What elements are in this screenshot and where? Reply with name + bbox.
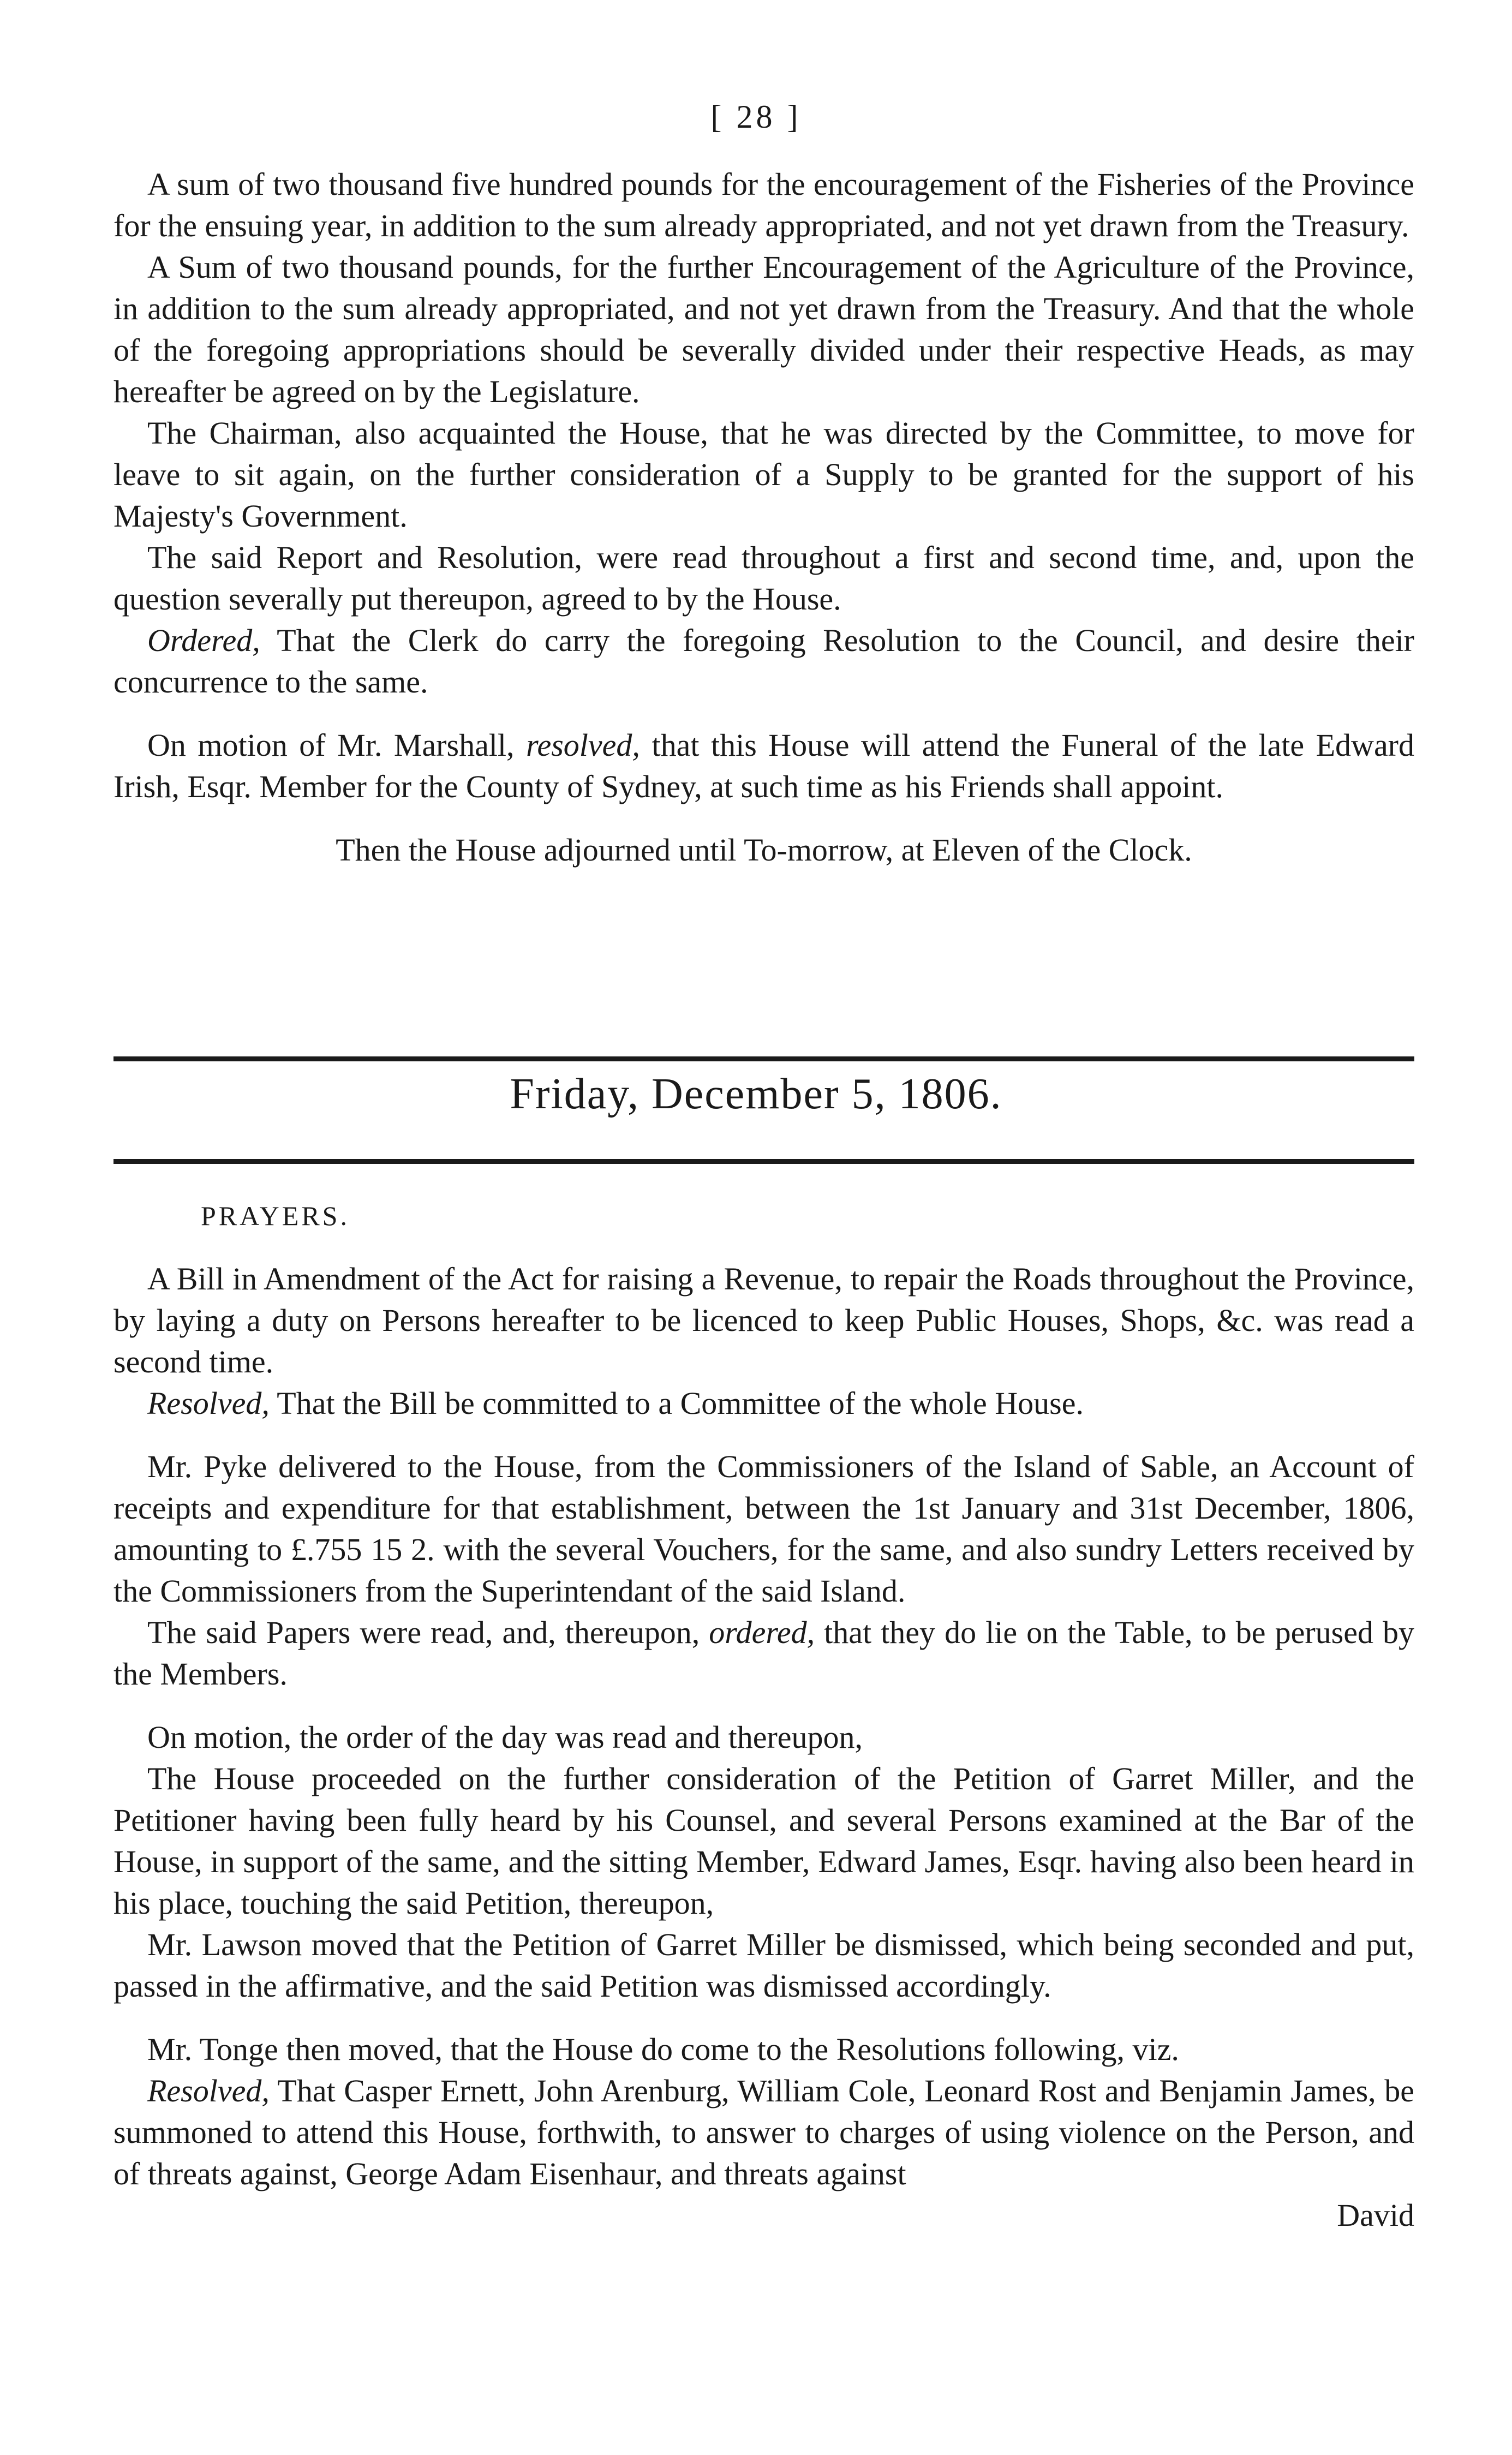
paragraph-agriculture: A Sum of two thousand pounds, for the further Encouragement of the Agriculture of the Province, in addition to the sum already appropriated, and not yet drawn from the Treasury. And that the whole of the foregoing appropriations should be severally divided under their respective Heads, as may hereafter be agreed on by the Legislature.	[113, 249, 1414, 409]
papers-pre: The said Papers were read, and, thereupon,	[147, 1615, 709, 1650]
paragraph-petition-dismissed: Mr. Lawson moved that the Petition of Garret Miller be dismissed, which being seconded and put, passed in the affirmative, and the said Petition was dismissed accordingly.	[113, 1927, 1414, 2004]
prayers-heading: PRAYERS.	[201, 1200, 350, 1231]
paragraph-summons-resolution	[113, 2070, 1414, 2195]
section-before-adjournment	[113, 164, 1414, 871]
bill-resolved-text: That the Bill be committed to a Committee of the whole House.	[269, 1385, 1084, 1421]
ordered-lead: Ordered,	[147, 623, 260, 658]
date-heading: Friday, December 5, 1806.	[510, 1070, 1002, 1118]
bottom-divider-rule	[113, 1159, 1414, 1164]
paragraph-report-read: The said Report and Resolution, were read throughout a first and second time, and, upon the question severally put thereupon, agreed to by the House.	[113, 540, 1414, 617]
paragraph-order-of-day: On motion, the order of the day was read and thereupon,	[147, 1719, 863, 1755]
funeral-resolved: resolved,	[526, 727, 640, 763]
catchword: David	[1337, 2197, 1414, 2233]
ordered-text: That the Clerk do carry the foregoing Resolution to the Council, and desire their concurrence to the same.	[113, 623, 1414, 700]
page-number: [ 28 ]	[710, 99, 802, 135]
bill-resolved-lead: Resolved,	[147, 1385, 270, 1421]
papers-ordered: ordered,	[709, 1615, 815, 1650]
summons-resolved-lead: Resolved,	[147, 2073, 270, 2108]
paragraph-fisheries: A sum of two thousand five hundred pounds for the encouragement of the Fisheries of the Province for the ensuing year, in addition to the sum already appropriated, and not yet drawn from the Treasury.	[113, 166, 1414, 243]
papers-post: that they do lie on the Table, to be perused by the Members.	[113, 1615, 1415, 1692]
paragraph-roads-bill: A Bill in Amendment of the Act for raising a Revenue, to repair the Roads throughout the Province, by laying a duty on Persons hereafter to be licenced to keep Public Houses, Shops, &c. was read a second time.	[113, 1261, 1414, 1379]
top-divider-rule	[113, 1056, 1414, 1061]
paragraph-tonge-motion: Mr. Tonge then moved, that the House do come to the Resolutions following, viz.	[147, 2032, 1179, 2067]
paragraph-sable-island-account: Mr. Pyke delivered to the House, from the Commissioners of the Island of Sable, an Account of receipts and expenditure for that establishment, between the 1st January and 31st December, 1806, amounting to £.755 15 2. with the several Vouchers, for the same, and also sundry Letters received by the Commissioners from the Superintendant of the said Island.	[113, 1449, 1414, 1609]
paragraph-ordered	[113, 620, 1414, 703]
summons-text: That Casper Ernett, John Arenburg, William Cole, Leonard Rost and Benjamin James, be summoned to attend this House, forthwith, to answer to charges of using violence on the Person, and of threats against, George Adam Eisenhaur, and threats against	[113, 2073, 1414, 2191]
funeral-post: that this House will attend the Funeral of the late Edward Irish, Esqr. Member for the County of Sydney, at such time as his Friends shall appoint.	[113, 727, 1415, 804]
paragraph-bill-committed	[113, 1383, 1414, 1424]
funeral-pre: On motion of Mr. Marshall,	[147, 727, 527, 763]
paragraph-petition-hearing: The House proceeded on the further consideration of the Petition of Garret Miller, and the Petitioner having been fully heard by his Counsel, and several Persons examined at the Bar of the House, in support of the same, and the sitting Member, Edward James, Esqr. having also been heard in his place, touching the said Petition, thereupon,	[113, 1761, 1414, 1921]
paragraph-papers-read	[113, 1612, 1414, 1695]
section-friday	[113, 1195, 1414, 2236]
paragraph-adjourned: Then the House adjourned until To-morrow, at Eleven of the Clock.	[336, 832, 1192, 868]
paragraph-funeral-motion	[113, 725, 1414, 808]
paragraph-chairman: The Chairman, also acquainted the House, that he was directed by the Committee, to move for leave to sit again, on the further consideration of a Supply to be granted for the support of his Majesty's Government.	[113, 415, 1414, 534]
